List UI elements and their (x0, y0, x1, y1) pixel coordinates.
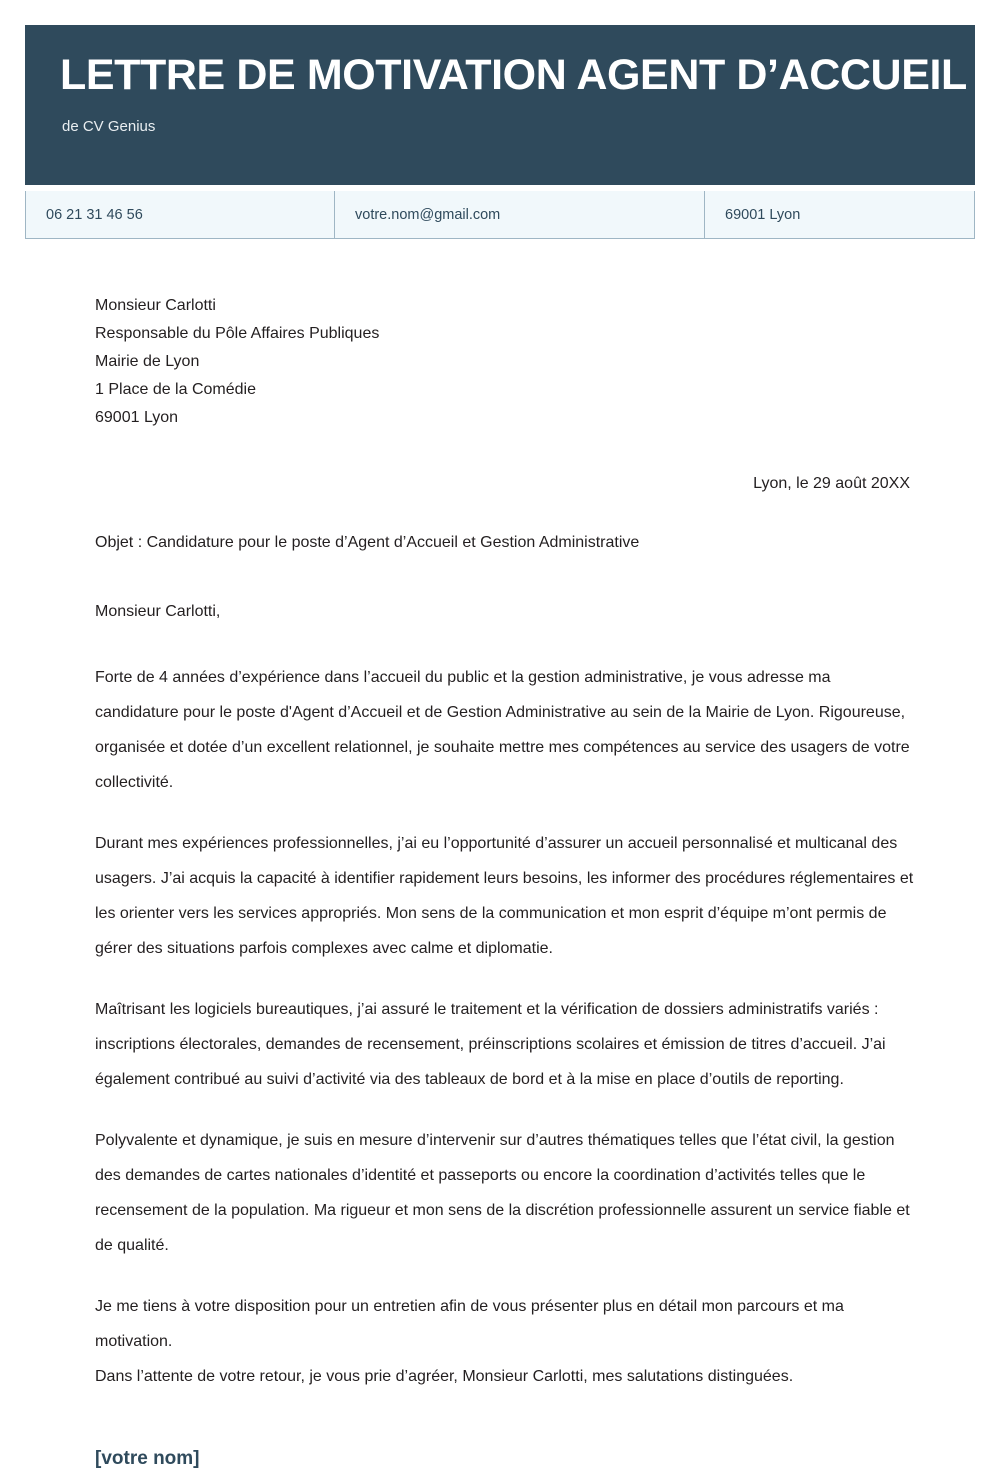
contact-phone: 06 21 31 46 56 (46, 206, 143, 223)
letter-paragraph: Durant mes expériences professionnelles, j’ai eu l’opportunité d’assurer un accueil personnalisé et multicanal des usagers. J’ai acquis la capacité à identifier rapidement leurs besoins, les informer des procédures réglementaires et les orienter vers les services appropriés. Mon sens de la communication et mon esprit d’équipe m’ont permis de gérer des situations parfois complexes avec calme et diplomatie. (95, 835, 914, 957)
signature-name: [votre nom] (95, 1448, 200, 1469)
contact-email: votre.nom@gmail.com (334, 191, 704, 238)
letter-paragraph: Polyvalente et dynamique, je suis en mesure d’intervenir sur d’autres thématiques telles que l’état civil, la gestion des demandes de cartes nationales d’identité et passeports ou encore la coordination d’activités telles que le recensement de la population. Ma rigueur et mon sens de la discrétion professionnelle assurent un service fiable et de qualité. (95, 1132, 910, 1254)
letter-header-banner (25, 25, 975, 185)
recipient-line: 69001 Lyon (95, 409, 179, 426)
subject-line: Objet : Candidature pour le poste d’Agent d’Accueil et Gestion Administrative (95, 534, 640, 551)
letter-paragraph: Forte de 4 années d’expérience dans l’accueil du public et la gestion administrative, je vous adresse ma candidature pour le poste d'Agent d’Accueil et de Gestion Administrative au sein de la Mairie de Lyon. Rigoureuse, organisée et dotée d’un excellent relationnel, je souhaite mettre mes compétences au service des usagers de votre collectivité. (95, 669, 910, 791)
contact-strip (25, 191, 975, 239)
salutation-line: Monsieur Carlotti, (95, 603, 221, 620)
contact-address: 69001 Lyon (704, 191, 974, 238)
header-subtitle: de CV Genius (62, 118, 156, 135)
recipient-address-block (95, 292, 915, 432)
recipient-line: 1 Place de la Comédie (95, 381, 256, 398)
page-title: LETTRE DE MOTIVATION AGENT D’ACCUEIL (60, 51, 967, 99)
recipient-line: Monsieur Carlotti (95, 297, 216, 314)
recipient-line: Responsable du Pôle Affaires Publiques (95, 325, 380, 342)
letter-paragraph-closing: Je me tiens à votre disposition pour un entretien afin de vous présenter plus en détail mon parcours et ma motivation. Dans l’attente de votre retour, je vous prie d’agréer, Monsieur Carlotti, mes salutations distinguées. (95, 1298, 844, 1385)
letter-body (95, 292, 915, 1472)
date-line: Lyon, le 29 août 20XX (753, 475, 910, 492)
letter-paragraph: Maîtrisant les logiciels bureautiques, j’ai assuré le traitement et la vérification de dossiers administratifs variés : inscriptions électorales, demandes de recensement, préinscriptions scolaires et émission de titres d’accueil. J’ai également contribué au suivi d’activité via des tableaux de bord et à la mise en place d’outils de reporting. (95, 1001, 886, 1088)
letter-paragraphs (95, 660, 915, 1394)
recipient-line: Mairie de Lyon (95, 353, 200, 370)
